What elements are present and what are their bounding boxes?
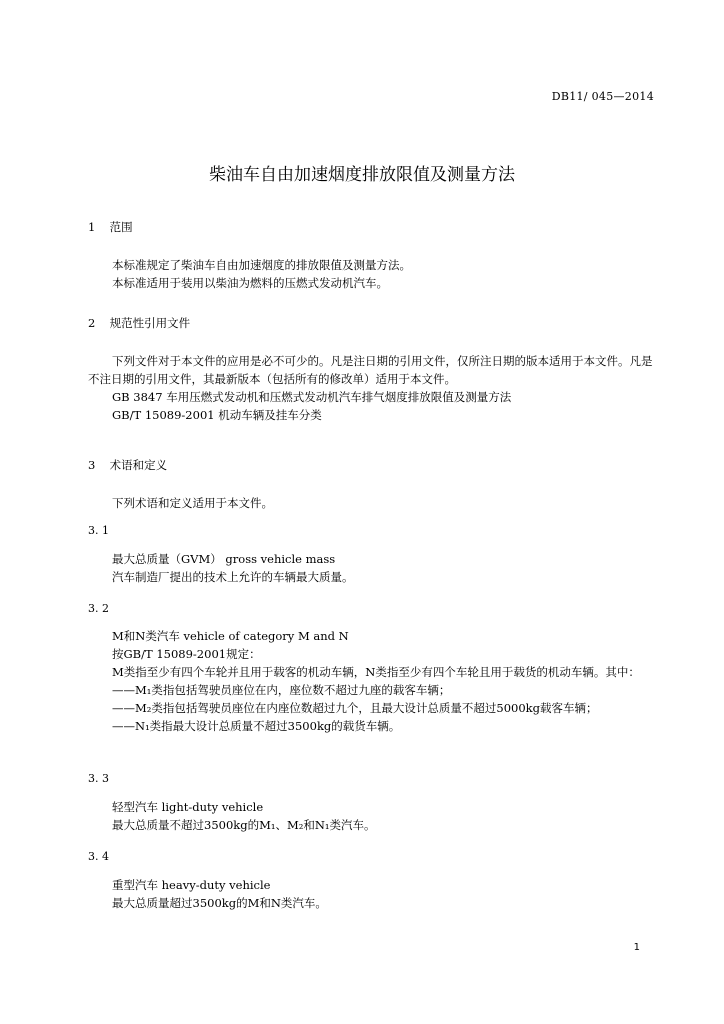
term-name: 轻型汽车 light-duty vehicle xyxy=(112,800,264,814)
term-name: M和N类汽车 vehicle of category M and N xyxy=(112,629,349,643)
clause-number: 3. 4 xyxy=(88,850,109,863)
reference-item: GB/T 15089-2001 机动车辆及挂车分类 xyxy=(112,408,322,422)
section-title: 术语和定义 xyxy=(109,458,168,472)
section-number: 3 xyxy=(88,458,96,472)
section-number: 1 xyxy=(88,220,96,234)
term-definition: M类指至少有四个车轮并且用于载客的机动车辆，N类指至少有四个车轮且用于载货的机动车辆。其中： xyxy=(112,665,640,679)
section-1-body xyxy=(88,256,658,292)
term-definition: 最大总质量超过3500kg的M和N类汽车。 xyxy=(112,896,327,910)
standard-code: DB11/ 045—2014 xyxy=(551,90,654,103)
paragraph: 下列文件对于本文件的应用是必不可少的。凡是注日期的引用文件，仅所注日期的版本适用于本文件。凡是不注日期的引用文件，其最新版本（包括所有的修改单）适用于本文件。 xyxy=(88,354,653,386)
reference-item: GB 3847 车用压燃式发动机和压燃式发动机汽车排气烟度排放限值及测量方法 xyxy=(112,390,512,404)
section-1-heading xyxy=(88,218,658,236)
term-list-item: ——M₁类指包括驾驶员座位在内，座位数不超过九座的载客车辆； xyxy=(112,683,451,697)
section-2-body xyxy=(88,352,658,424)
clause-number: 3. 2 xyxy=(88,602,109,615)
term-name: 最大总质量（GVM） gross vehicle mass xyxy=(112,552,336,566)
section-3-heading xyxy=(88,456,658,474)
section-number: 2 xyxy=(88,316,96,330)
paragraph: 下列术语和定义适用于本文件。 xyxy=(112,496,273,510)
page-number: 1 xyxy=(633,942,640,953)
section-3-body xyxy=(88,494,658,512)
document-title: 柴油车自由加速烟度排放限值及测量方法 xyxy=(209,165,515,185)
term-name: 重型汽车 heavy-duty vehicle xyxy=(112,878,271,892)
section-2-heading xyxy=(88,314,658,332)
term-definition: 最大总质量不超过3500kg的M₁、M₂和N₁类汽车。 xyxy=(112,818,376,832)
term-list-item: ——M₂类指包括驾驶员座位在内座位数超过九个，且最大设计总质量不超过5000kg载客车辆； xyxy=(112,701,598,715)
term-3-4 xyxy=(88,876,658,912)
paragraph: 本标准规定了柴油车自由加速烟度的排放限值及测量方法。 xyxy=(112,258,411,272)
term-3-1 xyxy=(88,550,658,586)
term-3-3 xyxy=(88,798,658,834)
section-title: 规范性引用文件 xyxy=(109,316,191,330)
clause-number: 3. 1 xyxy=(88,524,109,537)
section-title: 范围 xyxy=(109,220,133,234)
paragraph: 本标准适用于装用以柴油为燃料的压燃式发动机汽车。 xyxy=(112,276,388,290)
term-list-item: ——N₁类指最大设计总质量不超过3500kg的载货车辆。 xyxy=(112,719,401,733)
term-definition: 按GB/T 15089-2001规定： xyxy=(112,647,261,661)
term-definition: 汽车制造厂提出的技术上允许的车辆最大质量。 xyxy=(112,570,354,584)
clause-number: 3. 3 xyxy=(88,772,109,785)
term-3-2 xyxy=(88,627,658,735)
